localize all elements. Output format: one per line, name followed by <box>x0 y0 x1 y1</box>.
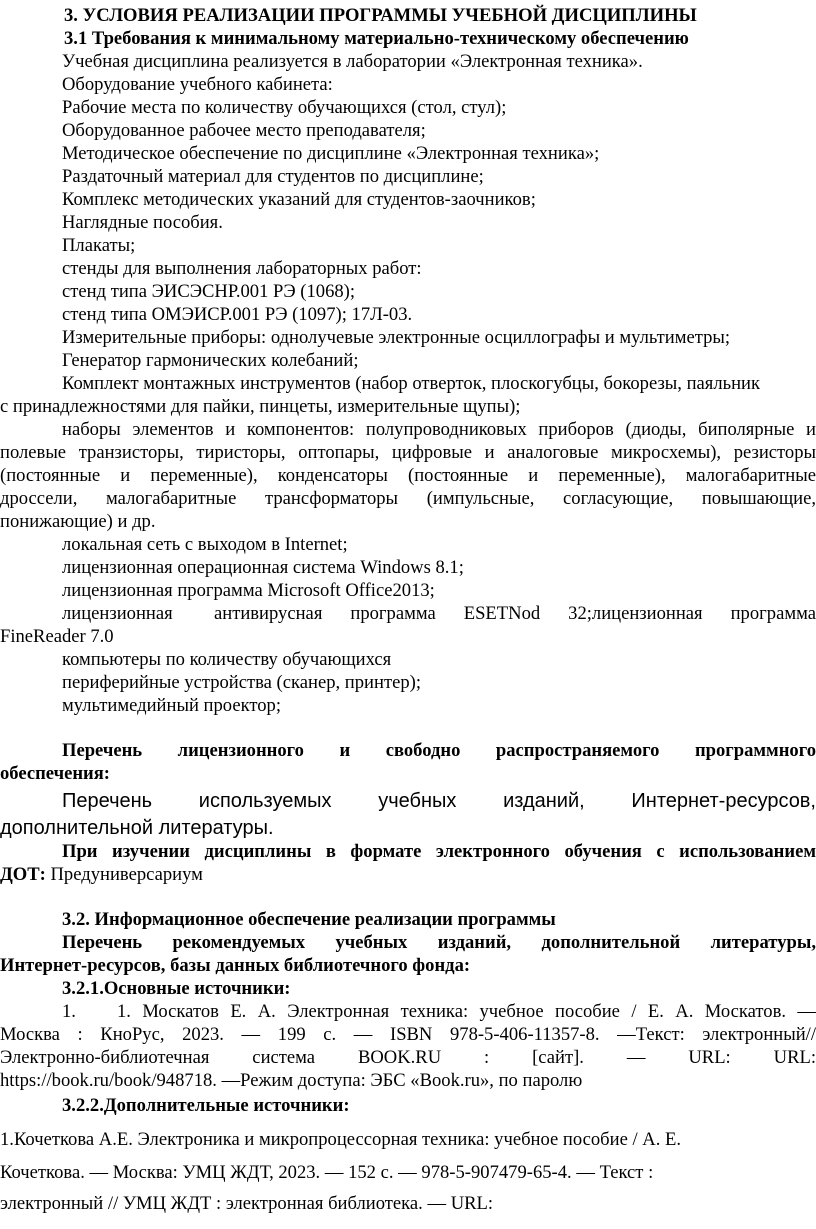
text-line: Рабочие места по количеству обучающихся (стол, стул); <box>62 97 507 118</box>
license-heading: Перечень лицензионного и свободно распространяемого программного <box>62 740 816 761</box>
section-3-1-heading: 3.1 Требования к минимальному материально-техническому обеспечению <box>64 28 689 49</box>
software-line: лицензионная операционная система Windows 8.1; <box>62 557 464 578</box>
text-line: Оборудование учебного кабинета: <box>62 74 333 95</box>
additional-source-line: 1.Кочеткова А.Е. Электроника и микропроцессорная техника: учебное пособие / А. Е. <box>0 1129 682 1150</box>
text-line: Комплекс методических указаний для студентов-заочников; <box>62 189 536 210</box>
text-line: стенды для выполнения лабораторных работ: <box>62 258 422 279</box>
text-line: стенд типа ОМЭИСР.001 РЭ (1097); 17Л-03. <box>62 304 413 325</box>
dot-line: При изучении дисциплины в формате электронного обучения с использованием <box>62 841 816 862</box>
dot-value: Предуниверсариум <box>45 864 203 885</box>
kits-line: полевые транзисторы, тиристоры, оптопары, цифровые и аналоговые микросхемы), резисторы <box>0 442 816 463</box>
antivirus-line-cont: FineReader 7.0 <box>0 626 114 647</box>
used-resources-line: Перечень используемых учебных изданий, Интернет-ресурсов, <box>62 790 816 812</box>
tools-line: с принадлежностями для пайки, пинцеты, измерительные щупы); <box>0 396 521 417</box>
section-title: 3. УСЛОВИЯ РЕАЛИЗАЦИИ ПРОГРАММЫ УЧЕБНОЙ ДИСЦИПЛИНЫ <box>64 5 697 26</box>
hardware-line: мультимедийный проектор; <box>62 695 282 716</box>
additional-source-line: Кочеткова. — Москва: УМЦ ЖДТ, 2023. — 152 с. — 978-5-907479-65-4. — Текст : <box>0 1162 654 1183</box>
kits-line: (постоянные и переменные), конденсаторы (постоянные и переменные), малогабаритные <box>0 465 816 486</box>
text-line: Измерительные приборы: однолучевые электронные осциллографы и мультиметры; <box>62 327 731 348</box>
kits-line: наборы элементов и компонентов: полупроводниковых приборов (диоды, биполярные и <box>62 419 816 440</box>
text-line: Плакаты; <box>62 235 136 256</box>
kits-line: дроссели, малогабаритные трансформаторы (импульсные, согласующие, повышающие, <box>0 488 816 509</box>
dot-label: ДОТ: <box>0 864 46 885</box>
section-3-2-subheading: Интернет-ресурсов, базы данных библиотечного фонда: <box>0 955 471 976</box>
tools-line: Комплект монтажных инструментов (набор отверток, плоскогубцы, бокорезы, паяльник <box>62 373 761 394</box>
main-source-line: https://book.ru/book/948718. —Режим доступа: ЭБС «Book.ru», по паролю <box>0 1070 583 1091</box>
kits-line: понижающие) и др. <box>0 511 156 532</box>
hardware-line: компьютеры по количеству обучающихся <box>62 649 392 670</box>
text-line: Раздаточный материал для студентов по дисциплине; <box>62 166 484 187</box>
section-3-2-2-heading: 3.2.2.Дополнительные источники: <box>62 1095 350 1116</box>
section-3-2-subheading: Перечень рекомендуемых учебных изданий, дополнительной литературы, <box>62 932 816 953</box>
antivirus-line-start: лицензионная <box>62 603 173 624</box>
text-line: стенд типа ЭИСЭСНР.001 РЭ (1068); <box>62 281 356 302</box>
license-heading: обеспечения: <box>0 763 111 784</box>
used-resources-line: дополнительной литературы. <box>0 817 274 839</box>
section-3-2-1-heading: 3.2.1.Основные источники: <box>62 978 291 999</box>
main-source-line: Электронно-библиотечная система BOOK.RU : [сайт]. — URL: URL: <box>0 1047 816 1068</box>
main-source-line: Москва : КноРус, 2023. — 199 с. — ISBN 978-5-406-11357-8. —Текст: электронный// <box>0 1024 816 1045</box>
dot-line <box>0 863 203 886</box>
text-line: Генератор гармонических колебаний; <box>62 350 359 371</box>
hardware-line: периферийные устройства (сканер, принтер); <box>62 672 421 693</box>
text-line: Учебная дисциплина реализуется в лаборатории «Электронная техника». <box>62 51 643 72</box>
software-line: локальная сеть с выходом в Internet; <box>62 534 348 555</box>
main-source-number: 1. <box>62 1001 76 1022</box>
text-line: Методическое обеспечение по дисциплине «Электронная техника»; <box>62 143 600 164</box>
software-line: лицензионная программа Microsoft Office2013; <box>62 580 435 601</box>
main-source-line: 1. Москатов Е. А. Электронная техника: учебное пособие / Е. А. Москатов. — <box>117 1001 816 1022</box>
antivirus-line-end: антивирусная программа ESETNod 32;лицензионная программа <box>214 603 816 624</box>
section-3-2-heading: 3.2. Информационное обеспечение реализации программы <box>62 909 556 930</box>
text-line: Оборудованное рабочее место преподавателя; <box>62 120 426 141</box>
text-line: Наглядные пособия. <box>62 212 223 233</box>
additional-source-line: электронный // УМЦ ЖДТ : электронная библиотека. — URL: <box>0 1193 494 1214</box>
